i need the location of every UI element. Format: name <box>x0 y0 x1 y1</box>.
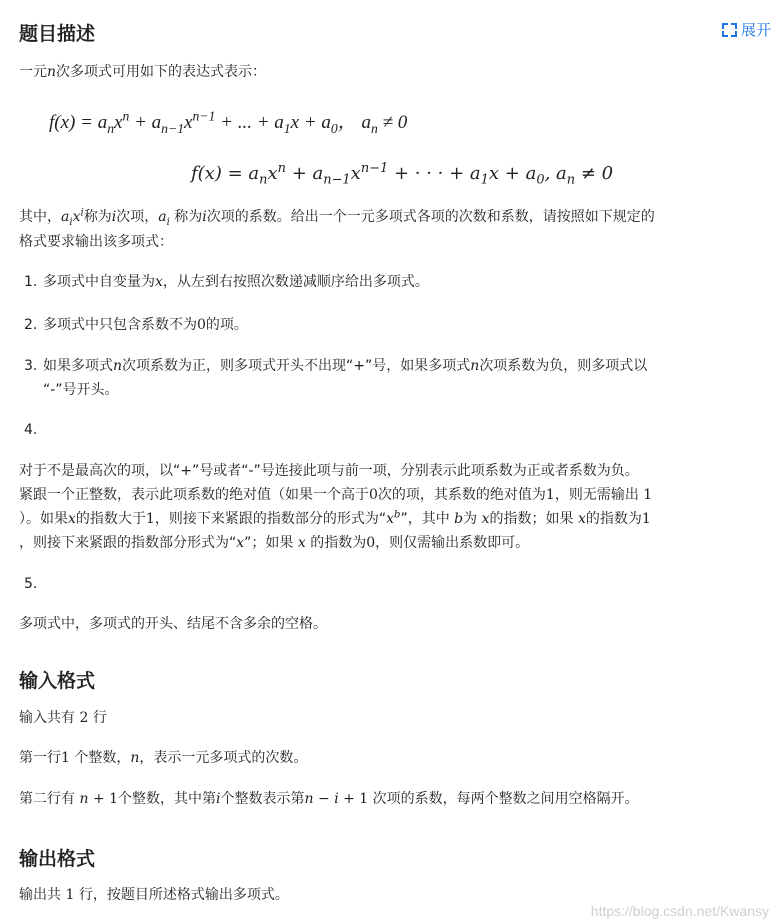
list-number: 2. <box>24 317 38 333</box>
expand-label: 展开 <box>740 21 771 39</box>
expand-icon <box>722 23 737 37</box>
expand-button[interactable] <box>722 19 771 40</box>
input-line: 输入共有 2 行 <box>19 710 107 726</box>
formula-image: $f(x) = a_nx^n + a_{n-1}x^{n-1}$ + ... + $a_1x + a_0$， $a_n \ne 0$ <box>49 108 408 136</box>
list-item: 如果多项式n次项系数为正，则多项式开头不出现“+”号，如果多项式n次项系数为负，则多项式以 <box>43 358 648 374</box>
intro-text: 一元n次多项式可用如下的表达式表示： <box>19 64 267 80</box>
description-heading: 题目描述 <box>19 23 96 45</box>
list-item-cont: “-”号开头。 <box>43 382 119 398</box>
list-number: 1. <box>24 274 38 290</box>
rule4-line4: ，则接下来紧跟的指数部分形式为“x”；如果 x 的指数为0，则仅需输出系数即可。 <box>19 535 530 551</box>
list-number: 4. <box>24 422 38 438</box>
para1-line1: 其中，$a_ix^i$称为i次项，$a_i$ 称为i次项的系数。给出一个一元多项式各项的次数和系数，请按照如下规定的 <box>19 207 655 228</box>
list-item: 多项式中只包含系数不为0的项。 <box>43 317 248 333</box>
formula-tex: $f(x) = a_nx^n + a_{n-1}x^{n-1}$ + · · · + $a_1x + a_0$, $a_n \ne 0$ <box>191 161 614 188</box>
input-format-heading: 输入格式 <box>19 670 96 692</box>
rule4-line2: 紧跟一个正整数，表示此项系数的绝对值（如果一个高于0次的项，其系数的绝对值为1，则无需输出 1 <box>19 487 653 503</box>
watermark-text: https://blog.csdn.net/Kwansy <box>590 903 769 919</box>
rule4-line1: 对于不是最高次的项，以“+”号或者“-”号连接此项与前一项，分别表示此项系数为正或者系数为负。 <box>19 463 639 479</box>
rule5-text: 多项式中，多项式的开头、结尾不含多余的空格。 <box>19 616 327 632</box>
output-line: 输出共 1 行，按题目所述格式输出多项式。 <box>19 887 289 903</box>
list-number: 3. <box>24 358 38 374</box>
output-format-heading: 输出格式 <box>19 848 96 870</box>
list-number: 5. <box>24 576 38 592</box>
input-line: 第一行1 个整数，n，表示一元多项式的次数。 <box>19 750 308 766</box>
para1-line2: 格式要求输出该多项式： <box>19 234 173 250</box>
input-line: 第二行有 n + 1个整数，其中第i个整数表示第n − i + 1 次项的系数，每两个整数之间用空格隔开。 <box>19 791 639 807</box>
rule4-line3: ）。如果x的指数大于1，则接下来紧跟的指数部分的形式为“$x^b$”，其中 b为 x的指数；如果 x的指数为1 <box>19 509 651 527</box>
list-item: 多项式中自变量为x，从左到右按照次数递减顺序给出多项式。 <box>43 274 429 290</box>
